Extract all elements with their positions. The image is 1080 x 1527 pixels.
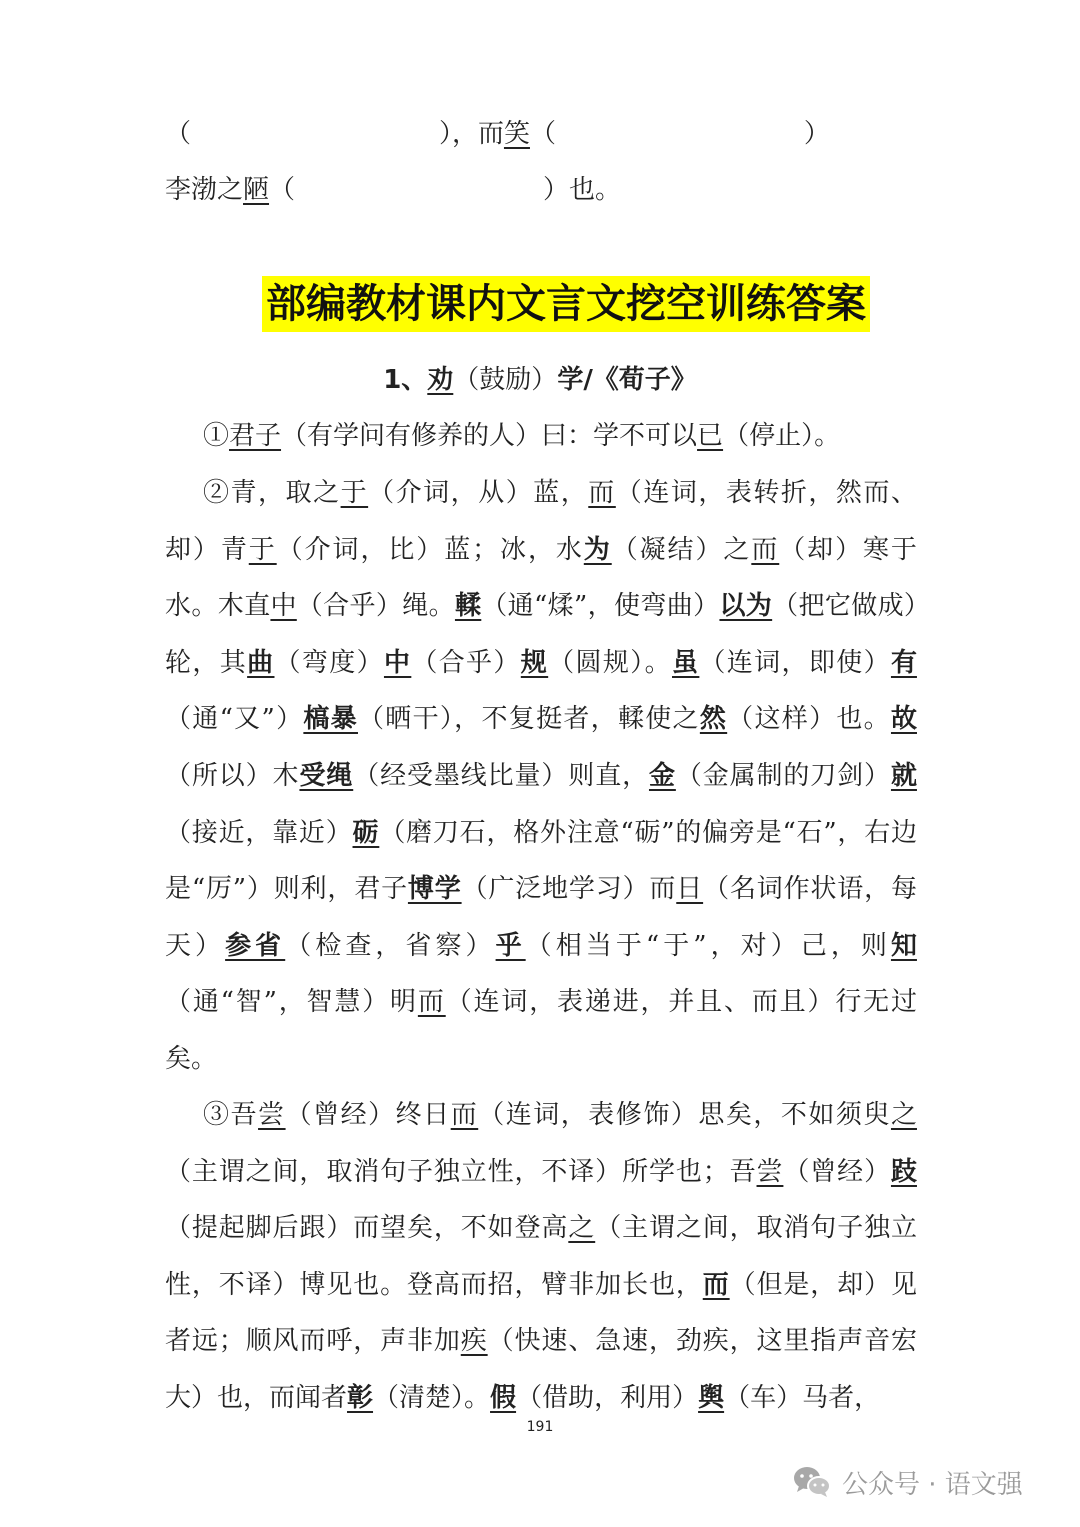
text-run: （通“智”，智慧）明 bbox=[165, 987, 418, 1018]
text-run: （磨刀石，格外注意“砺”的偏旁是“石”，右边是“厉”）则利，君子 bbox=[165, 817, 917, 905]
glossed-term: 有 bbox=[890, 647, 917, 678]
text-run: （合乎） bbox=[411, 647, 521, 678]
glossed-term: 君子 bbox=[229, 421, 282, 451]
glossed-term: 尝 bbox=[756, 1156, 784, 1187]
text-run: ③吾 bbox=[203, 1100, 259, 1130]
text-run: （提起脚后跟）而望矣，不如登高 bbox=[165, 1213, 569, 1244]
text-run: （连词，即使） bbox=[699, 647, 891, 678]
glossed-term: 而 bbox=[588, 478, 616, 508]
text-run: （名词作状语，每天） bbox=[165, 874, 917, 961]
text-run: （介词，比）蓝；冰，水 bbox=[276, 534, 584, 565]
section-title-rest: 学/《荀子》 bbox=[557, 365, 697, 395]
text-run: （曾经）终日 bbox=[285, 1100, 451, 1130]
glossed-term: 知 bbox=[890, 930, 917, 961]
text-run: （快速、急速，劲疾，这里指声音宏大）也，而闻者 bbox=[165, 1326, 917, 1413]
text-run: （却）寒于水。木直 bbox=[165, 534, 917, 622]
text-run: （相当于“于”，对）己，则 bbox=[525, 930, 891, 961]
glossed-term: 曲 bbox=[247, 647, 275, 678]
glossed-term: 参省 bbox=[225, 930, 286, 961]
glossed-term: 而 bbox=[751, 534, 780, 565]
glossed-term: 跂 bbox=[890, 1156, 917, 1187]
section-gloss: （鼓励） bbox=[453, 365, 558, 395]
glossed-term: 中 bbox=[270, 591, 297, 622]
text-run: （接近，靠近） bbox=[165, 817, 353, 848]
paragraph-1 bbox=[165, 408, 917, 465]
glossed-term: 乎 bbox=[495, 930, 526, 961]
glossed-term: 陋 bbox=[243, 175, 270, 205]
watermark bbox=[792, 1462, 1023, 1502]
text-run: （圆规）。 bbox=[548, 647, 672, 678]
glossed-term: 而 bbox=[450, 1100, 479, 1130]
section-keyword: 劝 bbox=[427, 365, 454, 395]
text-run: （ ）也。 bbox=[269, 175, 621, 205]
section-heading bbox=[0, 360, 1080, 400]
glossed-term: 槁暴 bbox=[303, 704, 358, 735]
paragraph-3 bbox=[165, 1087, 917, 1427]
paragraph-2 bbox=[165, 465, 917, 1088]
glossed-term: 规 bbox=[520, 647, 549, 678]
text-run: ②青，取之 bbox=[203, 478, 341, 508]
text-run: （主谓之间，取消句子独立性，不译）所学也；吾 bbox=[165, 1156, 757, 1187]
text-run: ① bbox=[203, 421, 230, 451]
text-run: （ ） bbox=[529, 119, 830, 149]
glossed-term: 金 bbox=[648, 760, 676, 791]
text-run: （这样）也。 bbox=[727, 704, 891, 735]
glossed-term: 笑 bbox=[503, 119, 530, 149]
glossed-term: 然 bbox=[699, 704, 728, 735]
text-run: （主谓之间，取消句子独立性，不译）博见也。登高而招，臂非加长也， bbox=[165, 1213, 917, 1300]
glossed-term: 彰 bbox=[347, 1382, 374, 1413]
glossed-term: 之 bbox=[890, 1100, 917, 1130]
text-run: 李渤之 bbox=[165, 175, 244, 205]
page-number: 191 bbox=[526, 1419, 554, 1435]
text-run: （通“煣”，使弯曲） bbox=[481, 591, 720, 622]
text-run: （合乎）绳。 bbox=[296, 591, 455, 622]
glossed-term: 而 bbox=[417, 987, 446, 1018]
glossed-term: 虽 bbox=[672, 647, 700, 678]
glossed-term: 博学 bbox=[407, 874, 462, 905]
text-run: （介词，从）蓝， bbox=[368, 478, 589, 508]
top-line-2 bbox=[165, 173, 621, 207]
text-run: （ ），而 bbox=[165, 119, 504, 149]
text-run: （清楚）。 bbox=[373, 1382, 491, 1413]
glossed-term: 受绳 bbox=[299, 760, 354, 791]
glossed-term: 已 bbox=[697, 421, 724, 451]
text-run: （停止）。 bbox=[723, 421, 841, 451]
text-run: （但是，却）见者远；顺风而呼，声非加 bbox=[165, 1269, 917, 1357]
watermark-text: 公众号 · 语文强 bbox=[842, 1469, 1023, 1500]
text-run: （弯度） bbox=[274, 647, 384, 678]
glossed-term: 就 bbox=[890, 760, 917, 791]
glossed-term: 尝 bbox=[258, 1100, 286, 1130]
glossed-term: 以为 bbox=[719, 591, 773, 622]
text-run: （曾经） bbox=[783, 1156, 891, 1187]
glossed-term: 砺 bbox=[352, 817, 380, 848]
text-run: （借助，利用） bbox=[516, 1382, 699, 1413]
wechat-icon bbox=[792, 1465, 832, 1499]
top-line-1 bbox=[165, 117, 830, 151]
glossed-term: 輮 bbox=[454, 591, 482, 622]
text-run: （通“又”） bbox=[165, 704, 304, 735]
glossed-term: 疾 bbox=[460, 1326, 488, 1357]
text-run: （连词，表转折，然而、却）青 bbox=[165, 478, 917, 565]
text-run: （连词，表修饰）思矣，不如须臾 bbox=[478, 1100, 891, 1130]
glossed-term: 于 bbox=[340, 478, 369, 508]
glossed-term: 日 bbox=[676, 874, 704, 905]
text-run: （经受墨线比量）则直， bbox=[353, 760, 649, 791]
glossed-term: 舆 bbox=[698, 1382, 725, 1413]
text-run: （广泛地学习）而 bbox=[461, 874, 677, 905]
page-title: 部编教材课内文言文挖空训练答案 bbox=[262, 276, 870, 332]
glossed-term: 故 bbox=[890, 704, 917, 735]
text-run: （车）马者， bbox=[724, 1382, 881, 1413]
text-run: （凝结）之 bbox=[611, 534, 752, 565]
text-run: （检查，省察） bbox=[285, 930, 496, 961]
text-run: （把它做成）轮，其 bbox=[165, 591, 917, 678]
glossed-term: 中 bbox=[383, 647, 412, 678]
text-run: （连词，表递进，并且、而且）行无过矣。 bbox=[165, 987, 917, 1074]
glossed-term: 而 bbox=[702, 1269, 730, 1300]
text-run: （金属制的刀剑） bbox=[675, 760, 891, 791]
glossed-term: 之 bbox=[568, 1213, 596, 1244]
text-run: （所以）木 bbox=[165, 760, 300, 791]
glossed-term: 为 bbox=[583, 534, 612, 565]
glossed-term: 于 bbox=[248, 534, 277, 565]
section-number: 1、 bbox=[383, 365, 428, 395]
glossed-term: 假 bbox=[490, 1382, 517, 1413]
text-run: （有学问有修养的人）曰：学不可以 bbox=[281, 421, 698, 451]
text-run: （晒干），不复挺者，輮使之 bbox=[357, 704, 700, 735]
